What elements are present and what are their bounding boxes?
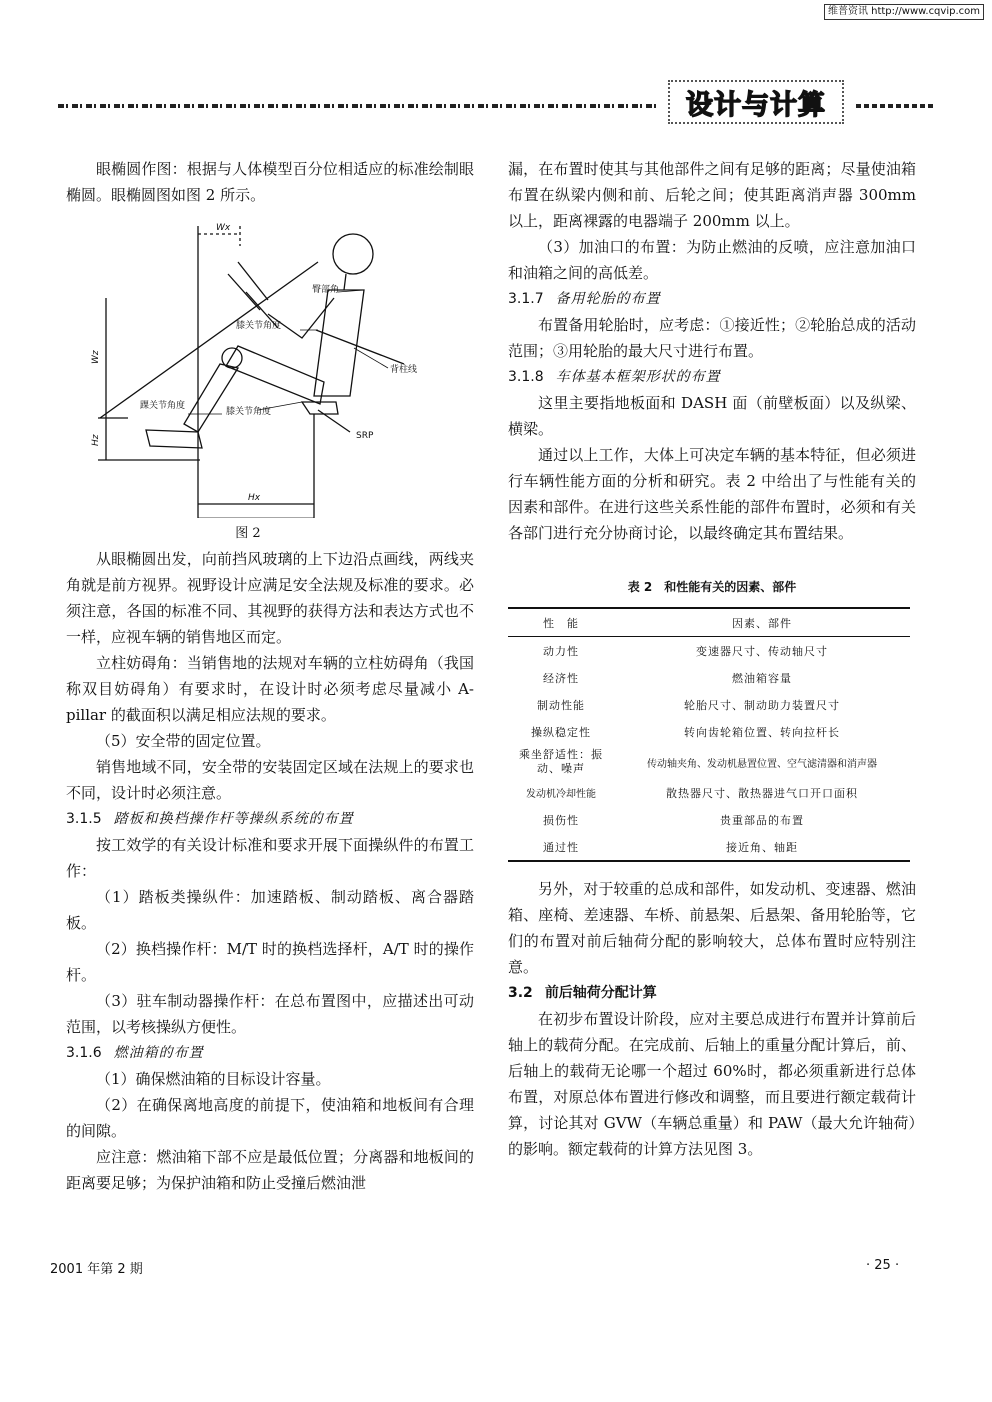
table-row — [508, 691, 910, 718]
label-wz: Wz — [91, 350, 101, 364]
table-row — [508, 745, 910, 779]
label-knee-angle: 膝关节角度 — [236, 321, 282, 331]
table-cell: 接近角、轴距 — [726, 840, 798, 854]
paragraph: （2）在确保离地高度的前提下，使油箱和地板间有合理的间隙。 — [66, 1096, 474, 1140]
column-header: 因素、部件 — [732, 616, 792, 630]
table-row — [508, 664, 910, 691]
table-cell: 操纵稳定性 — [531, 725, 591, 739]
label-wx: Wx — [216, 223, 231, 233]
right-column-bottom — [508, 876, 916, 1162]
table-2 — [508, 578, 916, 862]
label-backline: 背柱线 — [390, 365, 418, 375]
table-cell: 燃油箱容量 — [732, 671, 792, 685]
label-hz: Hz — [91, 434, 101, 446]
label-hx: Hx — [248, 493, 261, 503]
paragraph: 从眼椭圆出发，向前挡风玻璃的上下边沿点画线，两线夹角就是前方视界。视野设计应满足安全法规及标准的要求。必须注意，各国的标准不同、其视野的获得方法和表达方式也不一样，应视车辆的销售地区而定。 — [66, 550, 474, 646]
section-heading-3-1-7: 3.1.7 备用轮胎的布置 — [508, 291, 661, 307]
paragraph: 应注意：燃油箱下部不应是最低位置；分离器和地板间的距离要足够；为保护油箱和防止受撞后燃油泄 — [66, 1148, 474, 1192]
left-column-body — [66, 546, 474, 1196]
section-heading-3-1-8: 3.1.8 车体基本框架形状的布置 — [508, 369, 721, 385]
paragraph: （2）换档操作杆：M/T 时的换档选择杆，A/T 时的操作杆。 — [66, 940, 474, 984]
paragraph: 销售地域不同，安全带的安装固定区域在法规上的要求也不同，设计时必须注意。 — [66, 758, 474, 802]
header-rule-right — [856, 104, 936, 108]
table-cell: 损伤性 — [543, 813, 579, 827]
header-rule — [58, 104, 656, 108]
paragraph: 眼椭圆作图：根据与人体模型百分位相适应的标准绘制眼椭圆。眼椭圆图如图 2 所示。 — [66, 160, 474, 204]
section-logo — [668, 80, 844, 124]
column-header: 性 能 — [543, 616, 579, 630]
issue-label: 2001 年第 2 期 — [50, 1262, 143, 1277]
figure-caption: 图 2 — [235, 526, 261, 541]
paragraph: 按工效学的有关设计标准和要求开展下面操纵件的布置工作： — [66, 836, 474, 880]
table-cell: 散热器尺寸、散热器进气口开口面积 — [666, 786, 858, 800]
left-column-top — [66, 156, 474, 208]
performance-table — [508, 607, 910, 862]
table-cell: 轮胎尺寸、制动助力装置尺寸 — [684, 698, 840, 712]
eye-ellipse-diagram — [88, 218, 428, 518]
table-cell: 转向齿轮箱位置、转向拉杆长 — [684, 725, 840, 739]
paragraph: 这里主要指地板面和 DASH 面（前壁板面）以及纵梁、横梁。 — [508, 394, 916, 438]
paragraph: （3）加油口的布置：为防止燃油的反喷，应注意加油口和油箱之间的高低差。 — [508, 238, 916, 282]
page-number: · 25 · — [866, 1258, 900, 1273]
table-header-row — [508, 608, 910, 637]
right-column-top — [508, 156, 916, 546]
table-row — [508, 637, 910, 665]
table-cell: 传动轴夹角、发动机悬置位置、空气滤清器和消声器 — [647, 758, 877, 770]
table-row — [508, 833, 910, 861]
label-hip-angle: 臀部角 — [312, 285, 340, 295]
table-caption: 表 2 和性能有关的因素、部件 — [627, 580, 797, 594]
paragraph: 在初步布置设计阶段，应对主要总成进行布置并计算前后轴上的载荷分配。在完成前、后轴上的重量分配计算后，前、后轴上的载荷无论哪一个超过 60%时，都必须重新进行总体布置，对原总体布置进行修改和调整，而且要进行额定载荷计算，讨论其对 GVW（车辆总重量）和 PAW（最大允许轴荷）的影响。额定载荷的计算方法见图 3。 — [508, 1010, 916, 1158]
paragraph: 另外，对于较重的总成和部件，如发动机、变速器、燃油箱、座椅、差速器、车桥、前悬架、后悬架、备用轮胎等，它们的布置对前后轴荷分配的影响较大，总体布置时应特别注意。 — [508, 880, 916, 976]
paragraph: （1）确保燃油箱的目标设计容量。 — [96, 1070, 331, 1088]
paragraph: （1）踏板类操纵件：加速踏板、制动踏板、离合器踏板。 — [66, 888, 474, 932]
table-cell: 发动机冷却性能 — [526, 789, 596, 800]
paragraph: 漏，在布置时使其与其他部件之间有足够的距离；尽量使油箱布置在纵梁内侧和前、后轮之间；使其距离消声器 300mm 以上，距离裸露的电器端子 200mm 以上。 — [508, 160, 916, 230]
paragraph: 通过以上工作，大体上可决定车辆的基本特征，但必须进行车辆性能方面的分析和研究。表 2 中给出了与性能有关的因素和部件。在进行这些关系性能的部件布置时，必须和有关各部门进行充分协商讨论，以最终确定其布置结果。 — [508, 446, 916, 542]
table-cell: 通过性 — [543, 840, 579, 854]
table-cell: 乘坐舒适性：振动、噪声 — [519, 748, 603, 775]
label-knee-angle-2: 膝关节角度 — [226, 407, 272, 417]
table-row — [508, 806, 910, 833]
section-heading-3-1-6: 3.1.6 燃油箱的布置 — [66, 1045, 204, 1061]
table-cell: 经济性 — [543, 671, 579, 685]
table-cell: 动力性 — [543, 644, 579, 658]
table-cell: 制动性能 — [537, 698, 585, 712]
section-heading-3-2: 3.2 前后轴荷分配计算 — [508, 985, 657, 1001]
paragraph: 布置备用轮胎时，应考虑：①接近性；②轮胎总成的活动范围；③用轮胎的最大尺寸进行布置。 — [508, 316, 916, 360]
table-row — [508, 718, 910, 745]
table-cell: 变速器尺寸、传动轴尺寸 — [696, 644, 828, 658]
paragraph: （5）安全带的固定位置。 — [96, 732, 271, 750]
label-srp: SRP — [356, 431, 374, 441]
table-cell: 贵重部品的布置 — [720, 813, 804, 827]
paragraph: 立柱妨碍角：当销售地的法规对车辆的立柱妨碍角（我国称双目妨碍角）有要求时，在设计时必须考虑尽量减小 A-pillar 的截面积以满足相应法规的要求。 — [66, 654, 474, 724]
figure-2 — [88, 218, 428, 541]
label-ankle-angle: 踝关节角度 — [140, 401, 186, 411]
table-row — [508, 779, 910, 806]
watermark: 维普资讯 http://www.cqvip.com — [824, 4, 984, 20]
section-heading-3-1-5: 3.1.5 踏板和换档操作杆等操纵系统的布置 — [66, 811, 354, 827]
logo-text: 设计与计算 — [686, 89, 826, 121]
paragraph: （3）驻车制动器操作杆：在总布置图中，应描述出可动范围，以考核操纵方便性。 — [66, 992, 474, 1036]
